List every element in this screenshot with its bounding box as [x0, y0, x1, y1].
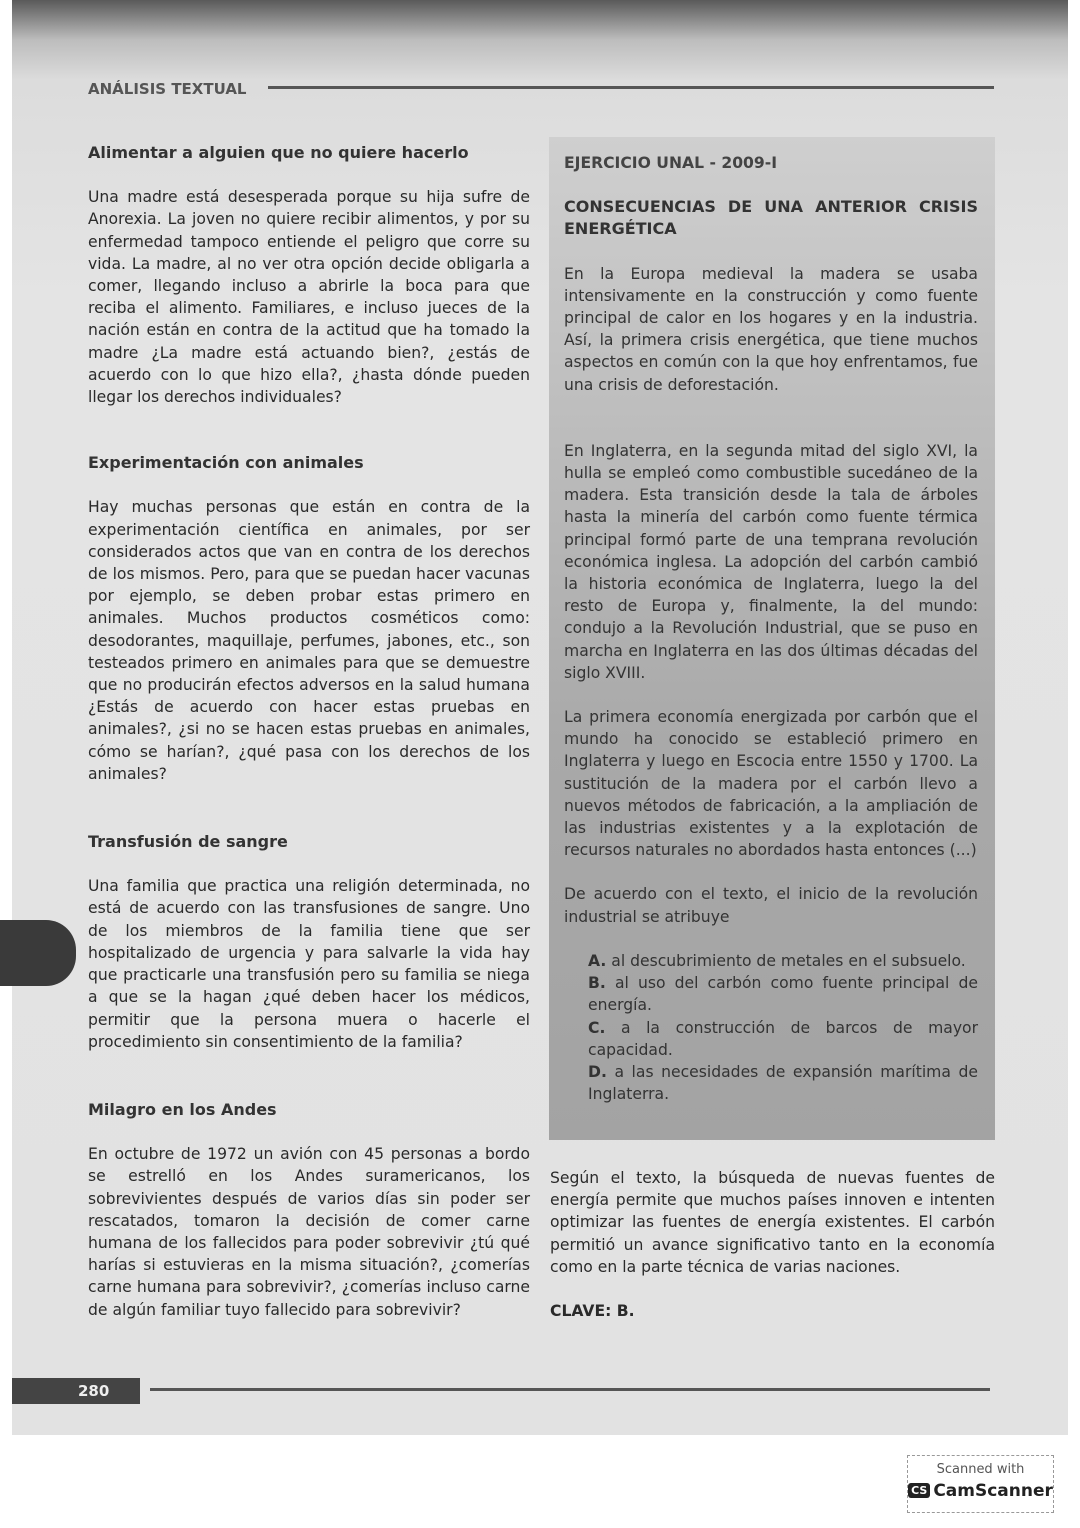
- case-title: Milagro en los Andes: [88, 1099, 277, 1119]
- exercise-label: EJERCICIO UNAL - 2009-I: [564, 154, 778, 172]
- footer-rule: [150, 1388, 990, 1391]
- case-title: Alimentar a alguien que no quiere hacerlo: [88, 143, 469, 162]
- case-text: En octubre de 1972 un avión con 45 personas a bordo se estrelló en los Andes suramericanos, los sobrevivientes después de varios días sin poder ser rescatados, tomaron la decisión de comer carne humana de los fallecidos para poder sobrevivir ¿tú qué harías si estuvieras en la misma situación?, ¿comerías carne humana para sobrevivir?, ¿comerías incluso carne de algún familiar tuyo fallecido para sobrevivir?: [88, 1145, 530, 1319]
- header-rule: [268, 86, 994, 89]
- badge-caption: Scanned with: [936, 1462, 1025, 1477]
- exercise-title: CONSECUENCIAS DE UNA ANTERIOR CRISIS ENERGÉTICA: [564, 197, 978, 239]
- badge-brand: CamScanner: [933, 1481, 1053, 1501]
- case-title: Experimentación con animales: [88, 453, 364, 473]
- explanation-text: Según el texto, la búsqueda de nuevas fuentes de energía permite que muchos países innoven e intenten optimizar las fuentes de energía existentes. El carbón permitió un avance significativo tanto en la economía como en la parte técnica de varias naciones.: [550, 1169, 995, 1276]
- case-text: Una madre está desesperada porque su hija sufre de Anorexia. La joven no quiere recibir alimentos, y por su enfermedad tampoco entiende el peligro que corre su vida. La madre, al no ver otra opción decide obligarla a comer, llegando incluso a abrirle la boca para que reciba el alimento. Familiares, e incluso jueces de la nación están en contra de la actitud que ha tomado la madre ¿La madre está actuando bien?, ¿estás de acuerdo con lo que hizo ella?, ¿hasta dónde pueden llegar los derechos individuales?: [88, 188, 530, 407]
- page-number: 280: [12, 1378, 140, 1404]
- exercise-content: [564, 152, 978, 1105]
- camscanner-logo-icon: CS: [908, 1483, 930, 1498]
- exercise-paragraph: En Inglaterra, en la segunda mitad del siglo XVI, la hulla se empleó como combustible sucedáneo de la madera. Esta transición desde la tala de árboles hasta la minería del carbón como fuente térmica principal formó parte de una temprana revolución económica inglesa. La adopción del carbón cambió la historia económica de Inglaterra, luego la del resto de Europa y, finalmente, la del mundo: condujo a la Revolución Industrial, que se puso en marcha en Inglaterra en las dos últimas décadas del siglo XVIII.: [564, 441, 978, 682]
- answer-option-a: A. al descubrimiento de metales en el subsuelo.: [588, 951, 966, 970]
- camscanner-badge: [907, 1455, 1054, 1513]
- explanation-section: [550, 1167, 995, 1322]
- answer-key: CLAVE: B.: [550, 1302, 635, 1321]
- case-text: Una familia que practica una religión determinada, no está de acuerdo con las transfusiones de sangre. Uno de los miembros de la familia tiene que ser hospitalizado de urgencia y para salvarle la vida hay que practicarle una transfusión pero su familia se niega a que se la hagan ¿qué deben hacer los médicos, permitir que la persona muera o hacerle el procedimiento sin consentimiento de la familia?: [88, 877, 530, 1051]
- section-header: ANÁLISIS TEXTUAL: [88, 80, 247, 98]
- case-title: Transfusión de sangre: [88, 832, 288, 852]
- case-text: Hay muchas personas que están en contra de la experimentación científica en animales, por ser considerados actos que van en contra de los derechos de los mismos. Pero, para que se puedan hacer vacunas por ejemplo, se deben probar estas primero en animales. Muchos productos cosméticos como: desodorantes, maquillaje, perfumes, jabones, etc., son testeados primero en animales para que se demuestre que no producirán efectos adversos en la salud humana ¿Estás de acuerdo con hacer estas pruebas en animales?, ¿si no se hacen estas pruebas en animales, cómo se harían?, ¿qué pasa con los derechos de los animales?: [88, 498, 530, 783]
- exercise-paragraph: La primera economía energizada por carbón que el mundo ha conocido se estableció primero en Inglaterra y luego en Escocia entre 1550 y 1700. La sustitución de la madera por el carbón llevo a nuevos métodos de fabricación, a la ampliación de las industrias existentes y a la explotación de recursos naturales no abordados hasta entonces (...): [564, 708, 978, 860]
- answer-option-c: C. a la construcción de barcos de mayor capacidad.: [588, 1018, 978, 1059]
- exercise-paragraph: En la Europa medieval la madera se usaba intensivamente en la construcción y como fuente principal de calor en los hogares y en la industria. Así, la primera crisis energética, que tiene muchos aspectos en común con la que hoy enfrentamos, fue una crisis de deforestación.: [564, 264, 978, 394]
- answer-option-d: D. a las necesidades de expansión marítima de Inglaterra.: [588, 1062, 978, 1104]
- page-tab-marker: [0, 920, 76, 986]
- exercise-question: De acuerdo con el texto, el inicio de la revolución industrial se atribuye: [564, 885, 978, 926]
- left-column: [88, 142, 530, 1321]
- answer-option-b: B. al uso del carbón como fuente principal de energía.: [588, 974, 978, 1015]
